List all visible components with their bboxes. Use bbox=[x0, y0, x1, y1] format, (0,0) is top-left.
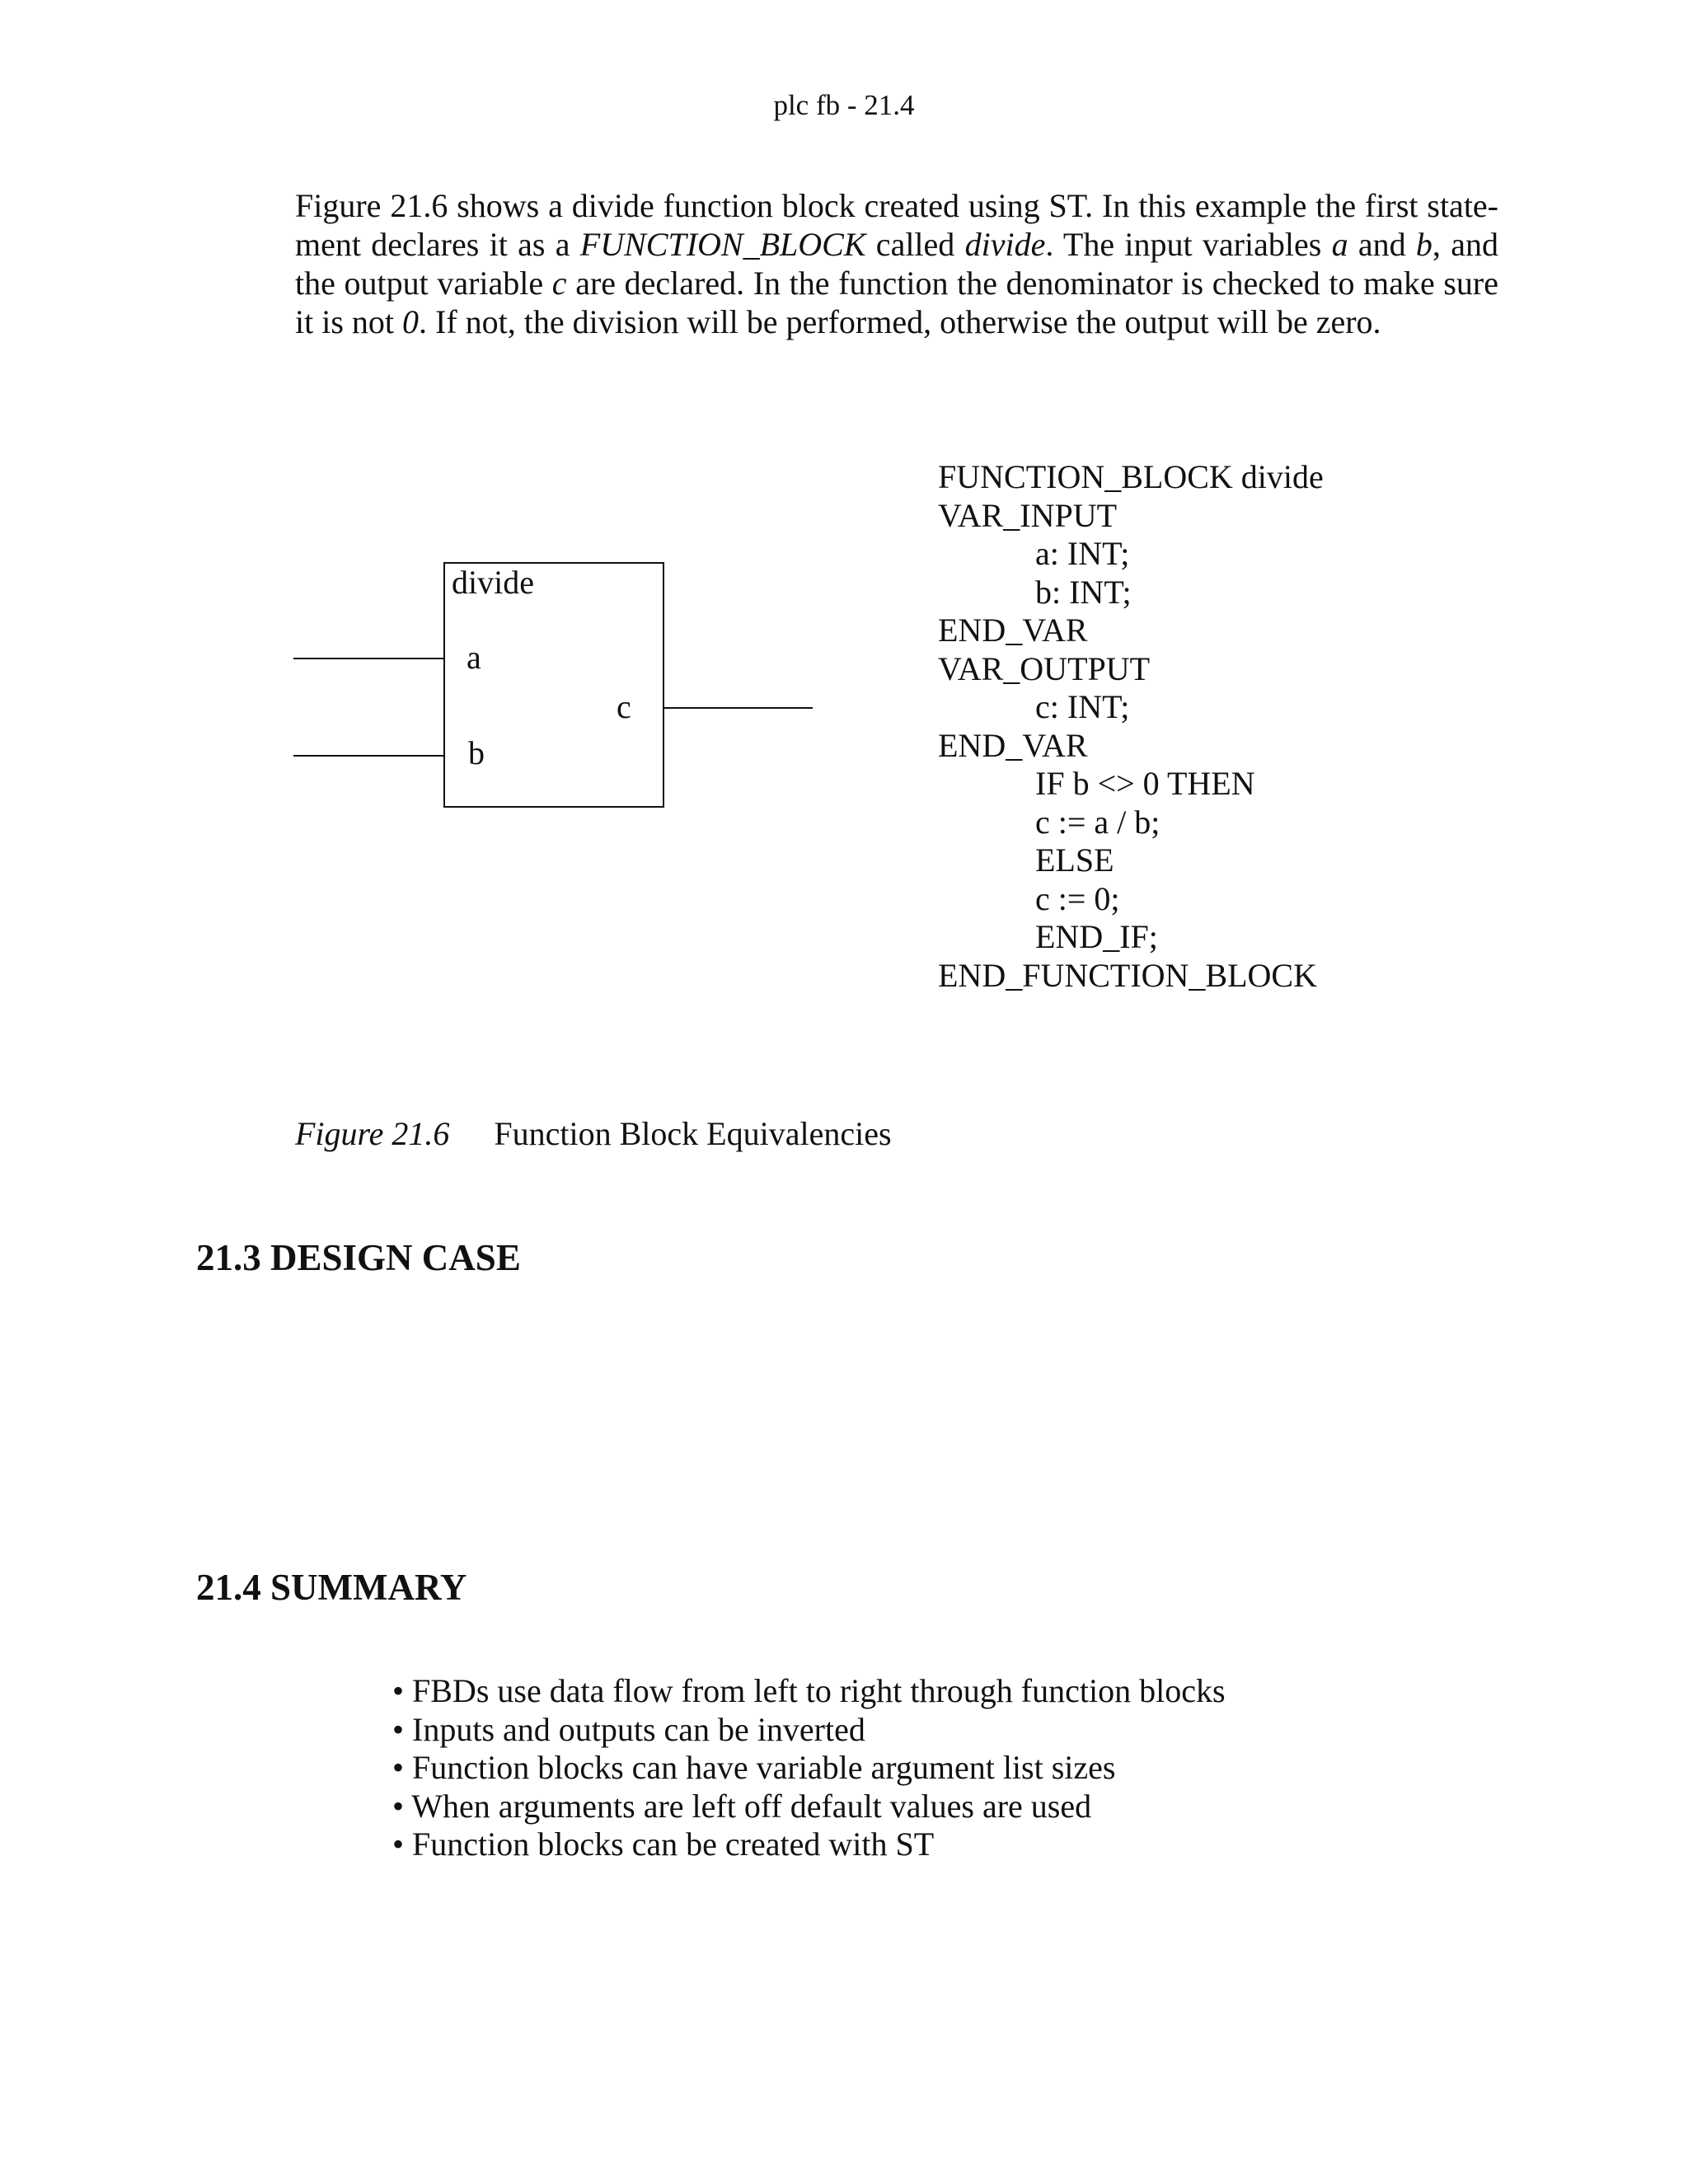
intro-line-2: ment declares it as a FUNCTION_BLOCK called divide. The input variables a and b, and bbox=[295, 226, 1498, 263]
code-line: FUNCTION_BLOCK divide bbox=[938, 458, 1324, 495]
section-heading-design-case: 21.3 DESIGN CASE bbox=[196, 1237, 521, 1278]
intro-line-4: it is not 0. If not, the division will be performed, otherwise the output will be zero. bbox=[295, 303, 1381, 340]
input-a-label: a bbox=[467, 639, 481, 676]
block-name-label: divide bbox=[452, 564, 534, 601]
code-line: c := a / b; bbox=[1035, 803, 1160, 841]
list-item: • When arguments are left off default values are used bbox=[392, 1787, 1092, 1825]
code-line: VAR_INPUT bbox=[938, 496, 1118, 534]
code-line: END_VAR bbox=[938, 726, 1088, 764]
code-line: END_VAR bbox=[938, 612, 1088, 649]
code-line: c := 0; bbox=[1035, 879, 1120, 917]
output-c-wire bbox=[663, 707, 813, 709]
st-code-listing bbox=[938, 458, 1324, 995]
intro-line-1: Figure 21.6 shows a divide function block created using ST. In this example the first state- bbox=[295, 187, 1498, 224]
code-line: IF b <> 0 THEN bbox=[1035, 765, 1255, 802]
list-item: • FBDs use data flow from left to right through function blocks bbox=[392, 1672, 1226, 1709]
figure-caption bbox=[295, 1114, 892, 1153]
code-line: c: INT; bbox=[1035, 688, 1130, 725]
code-line: a: INT; bbox=[1035, 535, 1130, 572]
list-item: • Function blocks can be created with ST bbox=[392, 1825, 935, 1863]
section-heading-summary: 21.4 SUMMARY bbox=[196, 1567, 467, 1608]
list-item: • Inputs and outputs can be inverted bbox=[392, 1710, 865, 1748]
code-line: END_IF; bbox=[1035, 918, 1158, 955]
code-line: END_FUNCTION_BLOCK bbox=[938, 956, 1317, 994]
code-line: VAR_OUTPUT bbox=[938, 649, 1151, 687]
input-b-label: b bbox=[468, 734, 485, 771]
figure-caption-text: Function Block Equivalencies bbox=[494, 1115, 892, 1152]
input-b-wire bbox=[293, 755, 444, 757]
intro-line-3: the output variable c are declared. In the function the denominator is checked to make sure bbox=[295, 265, 1498, 302]
input-a-wire bbox=[293, 658, 444, 659]
output-c-label: c bbox=[617, 688, 631, 725]
intro-paragraph bbox=[295, 186, 1498, 341]
code-line: b: INT; bbox=[1035, 573, 1132, 611]
summary-list bbox=[392, 1672, 1226, 1864]
page-header: plc fb - 21.4 bbox=[773, 89, 915, 121]
figure-label: Figure 21.6 bbox=[295, 1115, 450, 1152]
list-item: • Function blocks can have variable argument list sizes bbox=[392, 1749, 1116, 1786]
code-line: ELSE bbox=[1035, 841, 1114, 879]
